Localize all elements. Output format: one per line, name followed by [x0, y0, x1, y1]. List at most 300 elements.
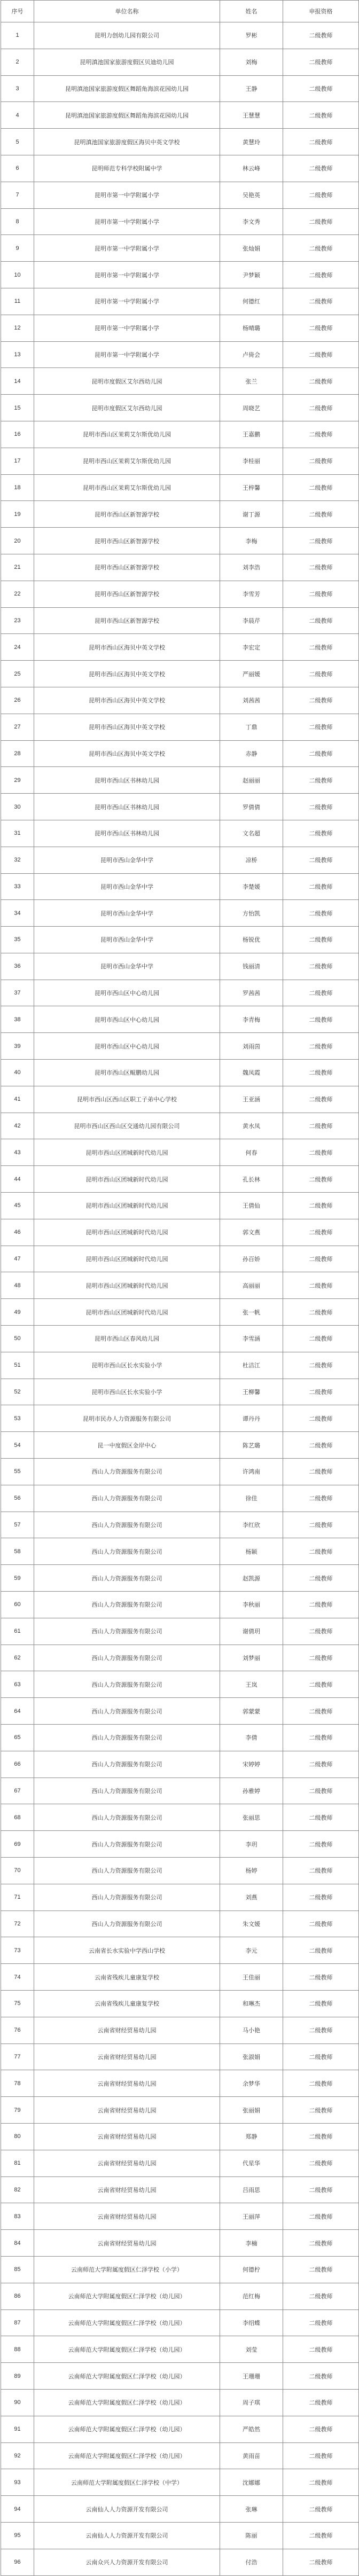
cell-person-name: 马小艳 [220, 2017, 283, 2043]
cell-qualification: 二级教师 [283, 1618, 359, 1645]
table-row [1, 1086, 359, 1113]
cell-unit-name: 云南省长水实验中学西山学校 [34, 1937, 220, 1964]
cell-qualification: 二级教师 [283, 235, 359, 262]
cell-unit-name: 西山人力资源服务有限公司 [34, 1884, 220, 1911]
cell-qualification: 二级教师 [283, 448, 359, 474]
cell-person-name: 张丽思 [220, 1804, 283, 1831]
cell-person-name: 杨婷 [220, 1857, 283, 1884]
cell-serial-number: 24 [1, 634, 34, 661]
cell-serial-number: 28 [1, 740, 34, 767]
cell-serial-number: 79 [1, 2097, 34, 2124]
table-row [1, 315, 359, 341]
cell-serial-number: 82 [1, 2176, 34, 2203]
cell-unit-name: 西山人力资源服务有限公司 [34, 1698, 220, 1725]
cell-unit-name: 西山人力资源服务有限公司 [34, 1645, 220, 1671]
cell-person-name: 严丽媛 [220, 661, 283, 687]
cell-serial-number: 70 [1, 1857, 34, 1884]
cell-person-name: 王柳馨 [220, 1379, 283, 1405]
cell-person-name: 吕雨思 [220, 2176, 283, 2203]
cell-person-name: 郭文燕 [220, 1219, 283, 1246]
cell-person-name: 黄雨苗 [220, 2442, 283, 2469]
table-row [1, 1538, 359, 1565]
cell-qualification: 二级教师 [283, 75, 359, 102]
header-person-name: 姓名 [220, 1, 283, 22]
cell-unit-name: 昆明市度假区艾尔西幼儿园 [34, 395, 220, 421]
cell-qualification: 二级教师 [283, 2203, 359, 2230]
table-row [1, 1006, 359, 1033]
table-row [1, 501, 359, 528]
cell-unit-name: 昆明师范专科学校附属中学 [34, 155, 220, 182]
cell-person-name: 张琳 [220, 2496, 283, 2523]
cell-unit-name: 云南省财经贸易幼儿园 [34, 2097, 220, 2124]
cell-qualification: 二级教师 [283, 1725, 359, 1751]
table-row [1, 2469, 359, 2496]
table-row [1, 1485, 359, 1512]
cell-unit-name: 昆明市西山区春风幼儿园 [34, 1326, 220, 1352]
cell-qualification: 二级教师 [283, 740, 359, 767]
cell-qualification: 二级教师 [283, 474, 359, 501]
cell-serial-number: 77 [1, 2043, 34, 2070]
cell-person-name: 李楠 [220, 2230, 283, 2257]
cell-qualification: 二级教师 [283, 1113, 359, 1139]
table-row [1, 1671, 359, 1698]
cell-serial-number: 66 [1, 1751, 34, 1778]
cell-serial-number: 35 [1, 927, 34, 953]
table-body [1, 22, 359, 2576]
table-row [1, 1565, 359, 1592]
cell-unit-name: 昆明市第一中学附属小学 [34, 235, 220, 262]
cell-person-name: 谢丁源 [220, 501, 283, 528]
cell-serial-number: 78 [1, 2070, 34, 2097]
cell-person-name: 尹梦颖 [220, 262, 283, 288]
cell-serial-number: 12 [1, 315, 34, 341]
cell-serial-number: 72 [1, 1911, 34, 1937]
table-row [1, 980, 359, 1006]
cell-qualification: 二级教师 [283, 208, 359, 235]
table-row [1, 1299, 359, 1326]
cell-unit-name: 西山人力资源服务有限公司 [34, 1751, 220, 1778]
table-row [1, 927, 359, 953]
table-row [1, 1751, 359, 1778]
cell-person-name: 李梅 [220, 528, 283, 554]
cell-person-name: 王岚 [220, 1671, 283, 1698]
cell-person-name: 王丽萍 [220, 2203, 283, 2230]
cell-serial-number: 89 [1, 2363, 34, 2390]
cell-unit-name: 昆明市西山区海贝中英文学校 [34, 661, 220, 687]
cell-unit-name: 昆一中度假区金岸中心 [34, 1432, 220, 1459]
cell-qualification: 二级教师 [283, 820, 359, 847]
cell-unit-name: 云南省财经贸易幼儿园 [34, 2070, 220, 2097]
cell-qualification: 二级教师 [283, 288, 359, 315]
cell-qualification: 二级教师 [283, 1592, 359, 1618]
table-row [1, 1645, 359, 1671]
cell-unit-name: 西山人力资源服务有限公司 [34, 1459, 220, 1485]
cell-serial-number: 36 [1, 953, 34, 980]
cell-unit-name: 昆明市西山区团城新时代幼儿园 [34, 1166, 220, 1193]
cell-qualification: 二级教师 [283, 22, 359, 49]
cell-serial-number: 5 [1, 129, 34, 155]
cell-serial-number: 26 [1, 687, 34, 714]
cell-serial-number: 27 [1, 714, 34, 740]
cell-person-name: 李宏定 [220, 634, 283, 661]
table-row [1, 1512, 359, 1538]
cell-person-name: 杨晴璐 [220, 315, 283, 341]
cell-serial-number: 93 [1, 2469, 34, 2496]
cell-person-name: 李青梅 [220, 1006, 283, 1033]
cell-person-name: 王珊珊 [220, 2363, 283, 2390]
table-row [1, 208, 359, 235]
cell-person-name: 李玥 [220, 1831, 283, 1858]
cell-qualification: 二级教师 [283, 1990, 359, 2017]
table-row [1, 1937, 359, 1964]
cell-unit-name: 昆明市西山金华中学 [34, 873, 220, 900]
cell-serial-number: 7 [1, 182, 34, 208]
cell-unit-name: 西山人力资源服务有限公司 [34, 1485, 220, 1512]
cell-person-name: 张淑娟 [220, 2043, 283, 2070]
table-row [1, 873, 359, 900]
table-row [1, 2496, 359, 2523]
cell-unit-name: 云南省财经贸易幼儿园 [34, 2176, 220, 2203]
cell-qualification: 二级教师 [283, 102, 359, 129]
table-row [1, 155, 359, 182]
cell-serial-number: 3 [1, 75, 34, 102]
cell-qualification: 二级教师 [283, 1432, 359, 1459]
table-row [1, 1405, 359, 1432]
table-row [1, 1964, 359, 1991]
cell-qualification: 二级教师 [283, 49, 359, 75]
cell-unit-name: 云南省财经贸易幼儿园 [34, 2203, 220, 2230]
cell-person-name: 王佳丽 [220, 1964, 283, 1991]
table-row [1, 1592, 359, 1618]
table-row [1, 1459, 359, 1485]
cell-unit-name: 昆明市西山区团城新时代幼儿园 [34, 1299, 220, 1326]
cell-unit-name: 昆明市西山区团城新时代幼儿园 [34, 1219, 220, 1246]
cell-serial-number: 83 [1, 2203, 34, 2230]
cell-person-name: 李桂丽 [220, 448, 283, 474]
cell-qualification: 二级教师 [283, 2522, 359, 2549]
cell-person-name: 谭丹丹 [220, 1405, 283, 1432]
table-row [1, 2070, 359, 2097]
table-row [1, 2363, 359, 2390]
cell-qualification: 二级教师 [283, 2309, 359, 2336]
cell-serial-number: 48 [1, 1272, 34, 1299]
cell-unit-name: 昆明市西山区中心幼儿园 [34, 1033, 220, 1060]
table-row [1, 2416, 359, 2442]
cell-serial-number: 42 [1, 1113, 34, 1139]
cell-unit-name: 云南省财经贸易幼儿园 [34, 2150, 220, 2176]
cell-serial-number: 75 [1, 1990, 34, 2017]
cell-serial-number: 56 [1, 1485, 34, 1512]
cell-qualification: 二级教师 [283, 687, 359, 714]
cell-serial-number: 55 [1, 1459, 34, 1485]
cell-qualification: 二级教师 [283, 1857, 359, 1884]
cell-person-name: 文名超 [220, 820, 283, 847]
cell-serial-number: 59 [1, 1565, 34, 1592]
cell-unit-name: 昆明市西山区新智源学校 [34, 501, 220, 528]
cell-unit-name: 昆明市第一中学附属小学 [34, 208, 220, 235]
cell-serial-number: 29 [1, 767, 34, 794]
table-row [1, 528, 359, 554]
cell-serial-number: 6 [1, 155, 34, 182]
cell-qualification: 二级教师 [283, 1565, 359, 1592]
table-row [1, 2256, 359, 2283]
cell-unit-name: 昆明市西山区新智源学校 [34, 554, 220, 581]
table-row [1, 1990, 359, 2017]
cell-unit-name: 昆明市西山区茉莉艾尔斯优幼儿园 [34, 421, 220, 448]
table-row [1, 1193, 359, 1219]
cell-unit-name: 昆明市西山区中心幼儿园 [34, 1006, 220, 1033]
cell-serial-number: 64 [1, 1698, 34, 1725]
table-row [1, 1326, 359, 1352]
cell-person-name: 丁鼎 [220, 714, 283, 740]
cell-person-name: 钱丽清 [220, 953, 283, 980]
cell-serial-number: 81 [1, 2150, 34, 2176]
cell-unit-name: 昆明市第一中学附属小学 [34, 182, 220, 208]
cell-person-name: 刘茜茜 [220, 687, 283, 714]
cell-serial-number: 46 [1, 1219, 34, 1246]
cell-qualification: 二级教师 [283, 1884, 359, 1911]
cell-qualification: 二级教师 [283, 2549, 359, 2575]
cell-qualification: 二级教师 [283, 794, 359, 820]
table-row [1, 820, 359, 847]
table-row [1, 661, 359, 687]
cell-qualification: 二级教师 [283, 2150, 359, 2176]
table-row [1, 794, 359, 820]
cell-serial-number: 92 [1, 2442, 34, 2469]
table-row [1, 474, 359, 501]
cell-unit-name: 昆明市西山区茉莉艾尔斯优幼儿园 [34, 448, 220, 474]
cell-serial-number: 2 [1, 49, 34, 75]
cell-qualification: 二级教师 [283, 900, 359, 927]
cell-unit-name: 云南师范大学附属度假区仁泽学校（幼儿园） [34, 2309, 220, 2336]
table-row [1, 2097, 359, 2124]
cell-unit-name: 昆明市西山区海贝中英文学校 [34, 634, 220, 661]
cell-serial-number: 52 [1, 1379, 34, 1405]
table-row [1, 2549, 359, 2575]
cell-serial-number: 61 [1, 1618, 34, 1645]
cell-unit-name: 昆明滇池国家旅游度假区贝迪幼儿园 [34, 49, 220, 75]
cell-person-name: 罗彬 [220, 22, 283, 49]
cell-qualification: 二级教师 [283, 2442, 359, 2469]
cell-unit-name: 云南师范大学附属度假区仁泽学校（小学） [34, 2256, 220, 2283]
table-row [1, 182, 359, 208]
cell-person-name: 李秋丽 [220, 1592, 283, 1618]
cell-unit-name: 云南师范大学附属度假区仁泽学校（幼儿园） [34, 2363, 220, 2390]
cell-person-name: 李雪芳 [220, 581, 283, 607]
cell-person-name: 赵凯源 [220, 1565, 283, 1592]
cell-serial-number: 85 [1, 2256, 34, 2283]
cell-serial-number: 62 [1, 1645, 34, 1671]
cell-unit-name: 西山人力资源服务有限公司 [34, 1804, 220, 1831]
cell-unit-name: 云南仙人人力资源开发有限公司 [34, 2496, 220, 2523]
cell-person-name: 魏凤霞 [220, 1060, 283, 1086]
cell-qualification: 二级教师 [283, 927, 359, 953]
cell-qualification: 二级教师 [283, 2097, 359, 2124]
cell-person-name: 李元 [220, 1937, 283, 1964]
cell-qualification: 二级教师 [283, 2363, 359, 2390]
table-row [1, 634, 359, 661]
cell-serial-number: 73 [1, 1937, 34, 1964]
teacher-list-table [1, 0, 359, 2576]
cell-serial-number: 18 [1, 474, 34, 501]
cell-serial-number: 13 [1, 341, 34, 368]
cell-unit-name: 云南师范大学附属度假区仁泽学校（幼儿园） [34, 2389, 220, 2416]
cell-qualification: 二级教师 [283, 980, 359, 1006]
table-row [1, 607, 359, 634]
cell-qualification: 二级教师 [283, 1246, 359, 1272]
cell-unit-name: 昆明滇池国家旅游度假区海贝中英文学校 [34, 129, 220, 155]
cell-person-name: 王静 [220, 75, 283, 102]
table-row [1, 368, 359, 395]
table-row [1, 49, 359, 75]
cell-qualification: 二级教师 [283, 1272, 359, 1299]
cell-qualification: 二级教师 [283, 767, 359, 794]
table-row [1, 262, 359, 288]
table-row [1, 1219, 359, 1246]
cell-qualification: 二级教师 [283, 1299, 359, 1326]
table-row [1, 1857, 359, 1884]
cell-unit-name: 云南省财经贸易幼儿园 [34, 2230, 220, 2257]
cell-qualification: 二级教师 [283, 1671, 359, 1698]
cell-serial-number: 95 [1, 2522, 34, 2549]
cell-person-name: 和琳杰 [220, 1990, 283, 2017]
table-row [1, 2389, 359, 2416]
cell-unit-name: 昆明市第一中学附属小学 [34, 315, 220, 341]
cell-qualification: 二级教师 [283, 182, 359, 208]
cell-person-name: 罗茜茜 [220, 980, 283, 1006]
table-row [1, 1432, 359, 1459]
cell-unit-name: 昆明市西山区鲲鹏幼儿园 [34, 1060, 220, 1086]
cell-person-name: 周子琪 [220, 2389, 283, 2416]
table-row [1, 75, 359, 102]
table-row [1, 687, 359, 714]
cell-qualification: 二级教师 [283, 2336, 359, 2363]
cell-unit-name: 昆明市西山区书林幼儿园 [34, 820, 220, 847]
cell-qualification: 二级教师 [283, 315, 359, 341]
cell-serial-number: 4 [1, 102, 34, 129]
table-row [1, 235, 359, 262]
cell-person-name: 陈艺璐 [220, 1432, 283, 1459]
cell-qualification: 二级教师 [283, 501, 359, 528]
cell-person-name: 李雪涵 [220, 1326, 283, 1352]
cell-person-name: 李楚媛 [220, 873, 283, 900]
cell-person-name: 孔长林 [220, 1166, 283, 1193]
cell-serial-number: 9 [1, 235, 34, 262]
cell-serial-number: 68 [1, 1804, 34, 1831]
cell-serial-number: 43 [1, 1139, 34, 1166]
table-row [1, 1698, 359, 1725]
cell-person-name: 孙百娇 [220, 1246, 283, 1272]
cell-unit-name: 昆明市西山区长水实验小学 [34, 1379, 220, 1405]
cell-serial-number: 16 [1, 421, 34, 448]
cell-unit-name: 昆明市西山区团城新时代幼儿园 [34, 1272, 220, 1299]
cell-qualification: 二级教师 [283, 1512, 359, 1538]
cell-unit-name: 云南师范大学附属度假区仁泽学校（中学） [34, 2469, 220, 2496]
cell-person-name: 刘莹 [220, 2336, 283, 2363]
cell-serial-number: 1 [1, 22, 34, 49]
cell-unit-name: 云南师范大学附属度假区仁泽学校（幼儿园） [34, 2283, 220, 2309]
cell-unit-name: 云南师范大学附属度假区仁泽学校（幼儿园） [34, 2336, 220, 2363]
cell-serial-number: 47 [1, 1246, 34, 1272]
cell-unit-name: 云南省财经贸易幼儿园 [34, 2123, 220, 2150]
cell-unit-name: 昆明市民办人力资源服务有限公司 [34, 1405, 220, 1432]
cell-serial-number: 37 [1, 980, 34, 1006]
cell-qualification: 二级教师 [283, 368, 359, 395]
cell-qualification: 二级教师 [283, 1405, 359, 1432]
cell-unit-name: 昆明市第一中学附属小学 [34, 262, 220, 288]
cell-serial-number: 65 [1, 1725, 34, 1751]
table-row [1, 2043, 359, 2070]
cell-person-name: 刘李浩 [220, 554, 283, 581]
table-row [1, 1113, 359, 1139]
table-row [1, 1379, 359, 1405]
cell-unit-name: 西山人力资源服务有限公司 [34, 1538, 220, 1565]
cell-unit-name: 昆明市西山区书林幼儿园 [34, 767, 220, 794]
cell-unit-name: 西山人力资源服务有限公司 [34, 1911, 220, 1937]
cell-qualification: 二级教师 [283, 1964, 359, 1991]
cell-person-name: 凉桥 [220, 847, 283, 873]
cell-unit-name: 昆明市西山区茉莉艾尔斯优幼儿园 [34, 474, 220, 501]
cell-qualification: 二级教师 [283, 395, 359, 421]
cell-qualification: 二级教师 [283, 2389, 359, 2416]
cell-unit-name: 昆明市西山区书林幼儿园 [34, 794, 220, 820]
table-row [1, 102, 359, 129]
cell-serial-number: 45 [1, 1193, 34, 1219]
cell-person-name: 王梓馨 [220, 474, 283, 501]
cell-unit-name: 昆明市西山区西山区职工子弟中心学校 [34, 1086, 220, 1113]
cell-serial-number: 44 [1, 1166, 34, 1193]
cell-unit-name: 云南省财经贸易幼儿园 [34, 2017, 220, 2043]
header-qualification: 申报资格 [283, 1, 359, 22]
table-row [1, 1884, 359, 1911]
cell-qualification: 二级教师 [283, 1166, 359, 1193]
cell-person-name: 李文秀 [220, 208, 283, 235]
cell-unit-name: 昆明市西山区海贝中英文学校 [34, 714, 220, 740]
cell-unit-name: 云南众兴人力资源开发有限公司 [34, 2549, 220, 2575]
cell-unit-name: 昆明滇池国家旅游度假区舞蹈角海滨花园幼儿园 [34, 75, 220, 102]
table-row [1, 581, 359, 607]
cell-person-name: 王亚涵 [220, 1086, 283, 1113]
cell-serial-number: 50 [1, 1326, 34, 1352]
table-row [1, 1831, 359, 1858]
table-row [1, 1060, 359, 1086]
cell-serial-number: 30 [1, 794, 34, 820]
cell-serial-number: 31 [1, 820, 34, 847]
cell-person-name: 杜洁江 [220, 1352, 283, 1379]
cell-person-name: 李晨芹 [220, 607, 283, 634]
cell-unit-name: 昆明市西山区团城新时代幼儿园 [34, 1139, 220, 1166]
table-row [1, 1778, 359, 1804]
table-row [1, 2336, 359, 2363]
cell-unit-name: 昆明市西山区团城新时代幼儿园 [34, 1246, 220, 1272]
table-row [1, 2283, 359, 2309]
cell-person-name: 何春 [220, 1139, 283, 1166]
cell-qualification: 二级教师 [283, 1937, 359, 1964]
cell-person-name: 张丽娟 [220, 2097, 283, 2124]
cell-qualification: 二级教师 [283, 2283, 359, 2309]
cell-unit-name: 昆明市西山区西山区交通幼儿园有限公司 [34, 1113, 220, 1139]
cell-unit-name: 昆明市西山区海贝中英文学校 [34, 687, 220, 714]
cell-qualification: 二级教师 [283, 1379, 359, 1405]
cell-qualification: 二级教师 [283, 1645, 359, 1671]
cell-person-name: 周晓艺 [220, 395, 283, 421]
table-row [1, 714, 359, 740]
cell-qualification: 二级教师 [283, 2043, 359, 2070]
cell-qualification: 二级教师 [283, 714, 359, 740]
cell-person-name: 林云峰 [220, 155, 283, 182]
cell-unit-name: 昆明滇池国家旅游度假区舞蹈角海滨花园幼儿园 [34, 102, 220, 129]
header-serial-number: 序号 [1, 1, 34, 22]
